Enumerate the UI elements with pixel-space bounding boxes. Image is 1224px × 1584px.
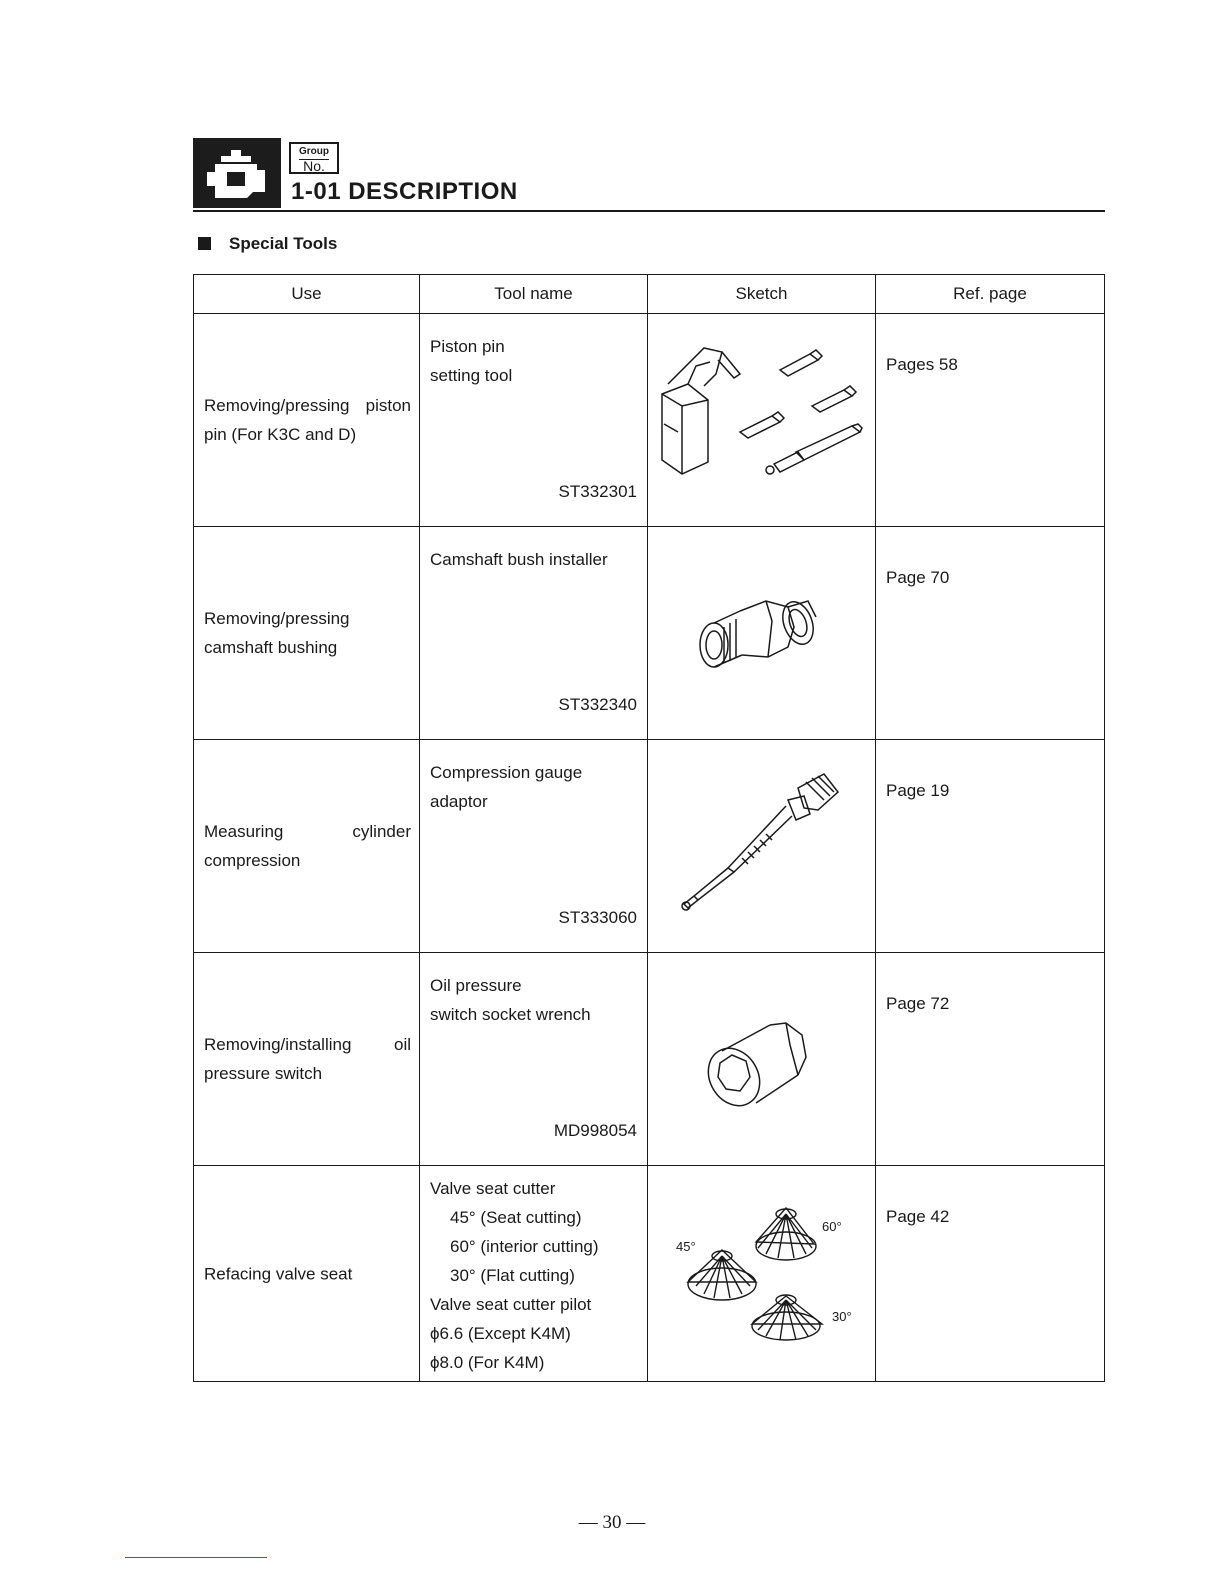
valve-seat-cutter-sketch: [648, 1166, 874, 1381]
tool-line: 60° (interior cutting): [450, 1237, 599, 1256]
use-cell: [194, 953, 420, 1166]
use-text: Removing/pressing camshaft bushing: [204, 609, 350, 657]
special-tools-table: [193, 274, 1105, 1382]
tool-line: ϕ8.0 (For K4M): [430, 1353, 545, 1372]
tool-line: setting tool: [430, 366, 513, 385]
sketch-cell: [648, 314, 876, 527]
tool-line: adaptor: [430, 792, 488, 811]
tool-line: Camshaft bush installer: [430, 550, 608, 569]
section-header: [193, 138, 1105, 216]
table-row: [194, 527, 1105, 740]
camshaft-bush-installer-sketch: [648, 527, 874, 739]
tool-name-cell: [420, 1166, 648, 1382]
ref-page-text: Page 72: [886, 994, 950, 1013]
table-row: [194, 314, 1105, 527]
use-text: Removing/pressing piston pin (For K3C and D): [204, 396, 411, 444]
tool-name-text: [430, 971, 641, 1029]
tool-line: Oil pressure: [430, 976, 522, 995]
tool-line: Piston pin: [430, 337, 505, 356]
section-title: 1-01 DESCRIPTION: [291, 178, 518, 205]
col-header-ref-page: Ref. page: [876, 275, 1105, 314]
page-number: — 30 —: [578, 1512, 646, 1533]
ref-cell: [876, 953, 1105, 1166]
tool-name-cell: [420, 527, 648, 740]
tool-name-cell: [420, 314, 648, 527]
tool-name-cell: [420, 953, 648, 1166]
sketch-cell: [648, 1166, 876, 1382]
ref-cell: [876, 1166, 1105, 1382]
col-header-tool-name: Tool name: [420, 275, 648, 314]
tool-line: 30° (Flat cutting): [450, 1266, 575, 1285]
col-header-use: Use: [194, 275, 420, 314]
ref-cell: [876, 314, 1105, 527]
table-row: [194, 1166, 1105, 1382]
tool-name-text: [430, 1174, 641, 1377]
tool-line: Compression gauge: [430, 763, 583, 782]
use-cell: [194, 527, 420, 740]
use-cell: [194, 314, 420, 527]
part-number: ST332301: [558, 482, 637, 501]
tool-name-text: [430, 545, 641, 574]
tool-name-cell: [420, 740, 648, 953]
ref-cell: [876, 527, 1105, 740]
compression-gauge-adaptor-sketch: [648, 740, 874, 952]
table-row: [194, 953, 1105, 1166]
table-header-row: [194, 275, 1105, 314]
footer-rule: [125, 1557, 267, 1558]
group-number-box: [289, 142, 339, 174]
ref-page-text: Page 19: [886, 781, 950, 800]
use-cell: [194, 740, 420, 953]
col-header-sketch: Sketch: [648, 275, 876, 314]
sketch-label-30: 30°: [832, 1309, 852, 1324]
piston-pin-tool-sketch: [648, 314, 874, 526]
sketch-label-60: 60°: [822, 1219, 842, 1234]
use-text: Refacing valve seat: [204, 1264, 353, 1283]
tool-line: Valve seat cutter: [430, 1179, 556, 1198]
use-cell: [194, 1166, 420, 1382]
socket-wrench-sketch: [648, 953, 874, 1165]
bullet-square-icon: [198, 237, 211, 250]
table-row: [194, 740, 1105, 953]
tool-line: Valve seat cutter pilot: [430, 1295, 592, 1314]
tool-name-text: [430, 332, 641, 390]
tool-name-text: [430, 758, 641, 816]
ref-page-text: Page 42: [886, 1207, 950, 1226]
part-number: MD998054: [553, 1121, 637, 1140]
header-rule: [193, 210, 1105, 212]
tool-line: switch socket wrench: [430, 1005, 591, 1024]
tool-line: 45° (Seat cutting): [450, 1208, 582, 1227]
ref-page-text: Pages 58: [886, 355, 958, 374]
group-label: Group: [299, 146, 329, 157]
ref-cell: [876, 740, 1105, 953]
use-text: Removing/installing oil pressure switch: [204, 1035, 411, 1083]
sketch-cell: [648, 527, 876, 740]
part-number: ST333060: [558, 908, 637, 927]
sketch-cell: [648, 740, 876, 953]
ref-page-text: Page 70: [886, 568, 950, 587]
subhead-text: Special Tools: [229, 234, 338, 253]
sketch-cell: [648, 953, 876, 1166]
part-number: ST332340: [558, 695, 637, 714]
tool-line: ϕ6.6 (Except K4M): [430, 1324, 571, 1343]
use-text: Measuring cylinder compression: [204, 822, 411, 870]
engine-icon: [193, 138, 281, 208]
special-tools-heading: [198, 234, 337, 254]
no-label: No.: [299, 159, 329, 172]
sketch-label-45: 45°: [676, 1239, 696, 1254]
